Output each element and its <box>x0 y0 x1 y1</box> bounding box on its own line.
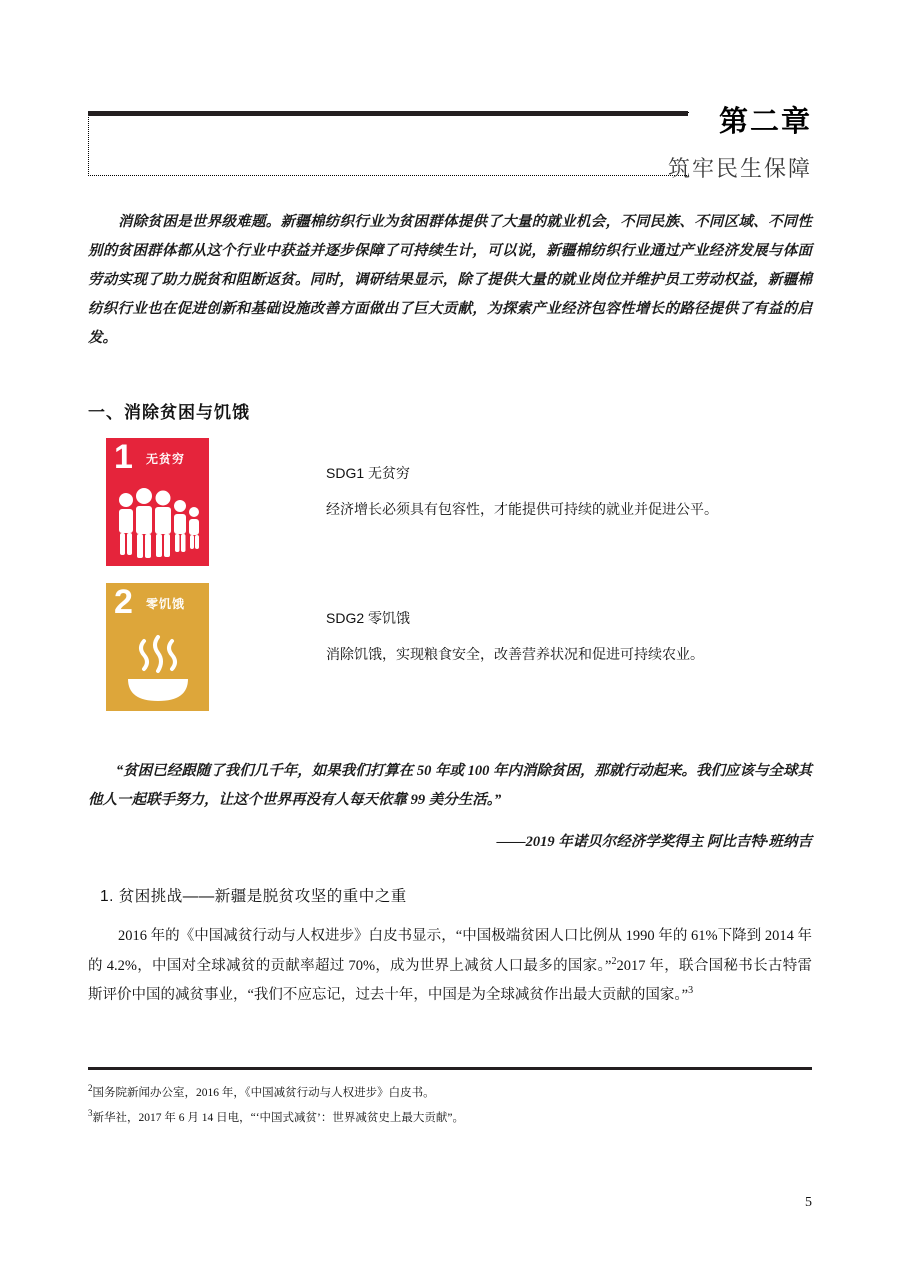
chapter-rule-solid <box>88 111 688 116</box>
footnote-ref-2: 2 <box>611 955 617 967</box>
lead-paragraph: 消除贫困是世界级难题。新疆棉纺织行业为贫困群体提供了大量的就业机会，不同民族、不同区域、不同性别的贫困群体都从这个行业中获益并逐步保障了可持续生计，可以说，新疆棉纺织行业通过产业经济发展与体面劳动实现了助力脱贫和阻断返贫。同时，调研结果显示，除了提供大量的就业岗位并维护员工劳动权益，新疆棉纺织行业也在促进创新和基础设施改善方面做出了巨大贡献，为探索产业经济包容性增长的路径提供了有益的启发。 <box>88 214 812 346</box>
sdg1-text <box>326 462 831 521</box>
footnote-divider <box>88 1067 812 1070</box>
sdg2-description: 消除饥饿，实现粮食安全，改善营养状况和促进可持续农业。 <box>326 646 704 663</box>
page-number: 5 <box>805 1195 812 1210</box>
page-content <box>88 0 812 1263</box>
footnote-marker: 3 <box>88 1107 93 1118</box>
sdg1-number: 1 <box>114 438 133 476</box>
chapter-rule-dotted-box <box>88 112 689 176</box>
sdg1-people-icon <box>106 482 209 566</box>
footnote-list <box>88 1080 812 1129</box>
subsection-heading: 1. 贫困挑战——新疆是脱贫攻坚的重中之重 <box>100 888 407 905</box>
footnote-text: 新华社，2017 年 6 月 14 日电，“‘中国式减贫’：世界减贫史上最大贡献”。 <box>92 1111 464 1124</box>
body-part-2: 2017 年，联合国秘书长古特雷斯评价中国的减贫事业，“我们不应忘记，过去十年，中国是为全球减贫作出最大贡献的国家。” <box>88 957 813 1004</box>
sdg2-text <box>326 607 831 666</box>
sdg2-bowl-icon <box>106 627 209 711</box>
footnote-item <box>88 1080 812 1105</box>
section-heading: 一、消除贫困与饥饿 <box>88 403 250 422</box>
sdg2-title: SDG2 零饥饿 <box>326 610 411 626</box>
sdg1-description: 经济增长必须具有包容性，才能提供可持续的就业并促进公平。 <box>326 501 718 518</box>
body-paragraph <box>88 922 812 1011</box>
sdg1-tile-label: 无贫穷 <box>146 452 186 466</box>
sdg1-tile <box>106 438 209 566</box>
chapter-subtitle: 筑牢民生保障 <box>667 156 812 181</box>
chapter-title: 第二章 <box>718 106 812 138</box>
chapter-header <box>88 100 812 195</box>
pull-quote: “贫困已经跟随了我们几千年，如果我们打算在 50 年或 100 年内消除贫困，那就行动起来。我们应该与全球其他人一起联手努力，让这个世界再没有人每天依靠 99 美分生活。” <box>88 763 812 808</box>
sdg1-title: SDG1 无贫穷 <box>326 465 411 481</box>
footnote-item <box>88 1105 812 1130</box>
sdg2-tile <box>106 583 209 711</box>
body-part-1: 2016 年的《中国减贫行动与人权进步》白皮书显示，“中国极端贫困人口比例从 1990 年的 61%下降到 2014 年的 4.2%，中国对全球减贫的贡献率超过 70%，成为世界上减贫人口最多的国家。” <box>88 928 812 974</box>
footnote-marker: 2 <box>88 1083 93 1093</box>
pull-quote-attribution: ——2019 年诺贝尔经济学奖得主 阿比吉特·班纳吉 <box>496 834 812 850</box>
footnote-ref-3: 3 <box>688 985 694 997</box>
footnote-text: 国务院新闻办公室，2016 年，《中国减贫行动与人权进步》白皮书。 <box>92 1086 435 1099</box>
sdg2-number: 2 <box>114 583 133 621</box>
sdg2-tile-label: 零饥饿 <box>146 597 186 611</box>
